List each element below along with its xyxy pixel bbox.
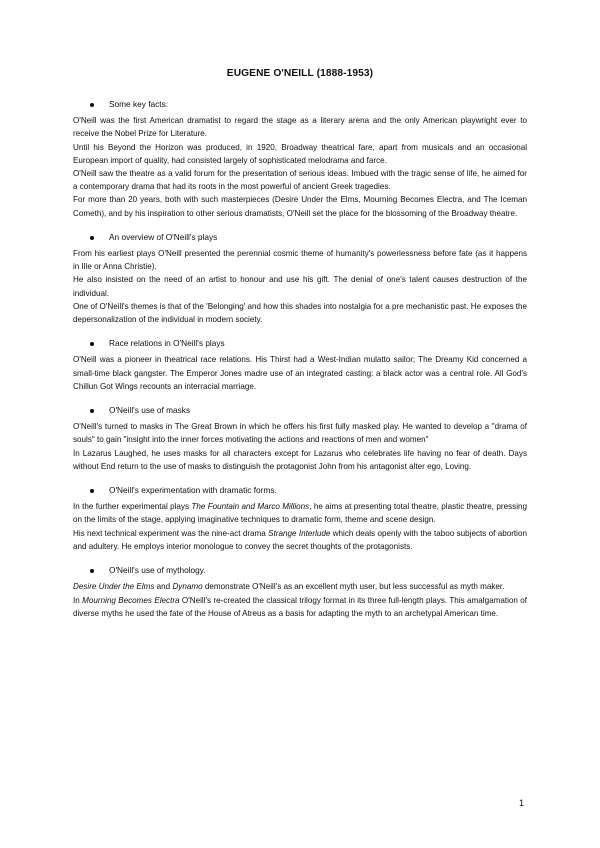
page-title: EUGENE O'NEILL (1888-1953): [226, 68, 374, 79]
paragraph: [73, 300, 527, 326]
paragraph: [73, 193, 527, 219]
paragraph: [73, 500, 527, 526]
text-run: For more than 20 years, both with such masterpieces (Desire Under the Elms, Mourning Becomes Electra, and The Iceman Cometh), and by his inspiration to other serious dramatists, O'Neill set the place for the blossoming of the Broadway theatre.: [73, 195, 527, 218]
bullet-icon: [90, 103, 94, 107]
text-run: One of O'Neill's themes is that of the 'Belonging' and how this shades into nostalgia for a pre mechanistic past. He exposes the depersonalization of the individual in modern society.: [73, 301, 527, 325]
text-run: In: [73, 595, 83, 605]
paragraph: [73, 167, 527, 193]
italic-title: Mourning Becomes Electra: [82, 595, 180, 605]
text-run: O'Neill was a pioneer in theatrical race relations. His Thirst had a West-Indian mulatto sailor; The Dreamy Kid concerned a small-time black gangster. The Emperor Jones madre use of an integrated casting: a black actor was a central role. All God's Chillun Got Wings recounts an interracial marriage.: [73, 355, 527, 391]
italic-title: Desire Under the Elms: [73, 582, 155, 592]
paragraph: [73, 141, 527, 167]
text-run: and: [154, 582, 173, 592]
paragraph: [73, 353, 527, 393]
italic-title: Dynamo: [172, 582, 203, 592]
bullet-icon: [90, 236, 94, 240]
text-run: demonstrate O'Neill's as an excellent myth user, but less successful as myth maker.: [202, 582, 505, 592]
document-body: [73, 98, 527, 631]
section-heading-text: O'Neill's experimentation with dramatic forms.: [109, 485, 277, 496]
section-heading: [73, 564, 527, 577]
section-heading-text: Some key facts:: [109, 99, 169, 109]
paragraph: [73, 527, 527, 553]
text-run: O'Neill saw the theatre as a valid forum for the presentation of serious ideas. Imbued with the tragic sense of life, he aimed for a contemporary drama that had its roots in the most powerful of ancient Greek tragedies.: [73, 169, 527, 192]
section-heading-text: O'Neill's use of masks: [109, 405, 191, 416]
bullet-icon: [90, 342, 94, 346]
paragraph: [73, 580, 527, 593]
bullet-icon: [90, 489, 94, 493]
text-run: In Lazarus Laughed, he uses masks for all characters except for Lazarus who celebrates life having no fear of death. Days without End return to the use of masks to distinguish the protagonist John from his antagonist alter ego, Loving.: [73, 448, 527, 471]
section-heading-text: Race relations in O'Neill's plays: [109, 338, 225, 349]
italic-title: Strange Interlude: [268, 528, 331, 538]
section: [73, 404, 527, 473]
page-number: 1: [518, 798, 524, 808]
section-heading-text: O'Neill's use of mythology.: [109, 565, 206, 576]
paragraph: [73, 594, 527, 620]
section-heading: [73, 231, 527, 244]
bullet-icon: [90, 569, 94, 573]
paragraph: [73, 247, 527, 273]
text-run: In the further experimental plays: [73, 502, 192, 512]
paragraph: [73, 420, 527, 446]
section: [73, 337, 527, 393]
section-heading: [73, 98, 527, 111]
text-run: , he aims at presenting total theatre, plastic theatre, pressing on the limits of the stage, applying imaginative techniques to dramatic form, theme and scene design.: [73, 502, 527, 525]
text-run: Until his Beyond the Horizon was produced, in 1920, Broadway theatrical fare, apart from musicals and an occasional European import of quality, had consisted largely of sophisticated melodrama and farce.: [73, 142, 527, 165]
section-heading-text: An overview of O'Neill's plays: [109, 231, 218, 242]
text-run: From his earliest plays O'Neill presented the perennial cosmic theme of humanity's powerlessness before fate (as it happens in Ille or Anna Christie).: [73, 249, 527, 272]
text-run: O'Neill's re-created the classical trilogy format in its three full-length plays. This amalgamation of diverse myths he used the fate of the House of Atreus as a basis for adapting the myth to an archetypal American time.: [73, 595, 527, 618]
section-heading: [73, 484, 527, 497]
paragraph: [73, 114, 527, 140]
section: [73, 484, 527, 553]
section: [73, 564, 527, 620]
italic-title: The Fountain and Marco Millions: [191, 502, 310, 512]
section: [73, 98, 527, 220]
section: [73, 231, 527, 326]
text-run: He also insisted on the need of an artist to honour and use his gift. The denial of one's talent causes destruction of the individual.: [73, 275, 527, 298]
paragraph: [73, 447, 527, 473]
text-run: O'Neill was the first American dramatist to regard the stage as a literary arena and the only American playwright ever to receive the Nobel Prize for Literature.: [73, 116, 527, 139]
text-run: His next technical experiment was the nine-act drama: [73, 528, 269, 538]
section-heading: [73, 337, 527, 350]
paragraph: [73, 273, 527, 299]
bullet-icon: [90, 409, 94, 413]
text-run: O'Neill's turned to masks in The Great Brown in which he offers his first fully masked play. He wanted to develop a "drama of souls" to gain "insight into the inner forces motivating the actions and reactions of men and women": [73, 422, 527, 445]
section-heading: [73, 404, 527, 417]
text-run: which deals openly with the taboo subjects of abortion and adultery. He employs interior monologue to convey the secret thoughts of the protagonists.: [73, 528, 527, 551]
